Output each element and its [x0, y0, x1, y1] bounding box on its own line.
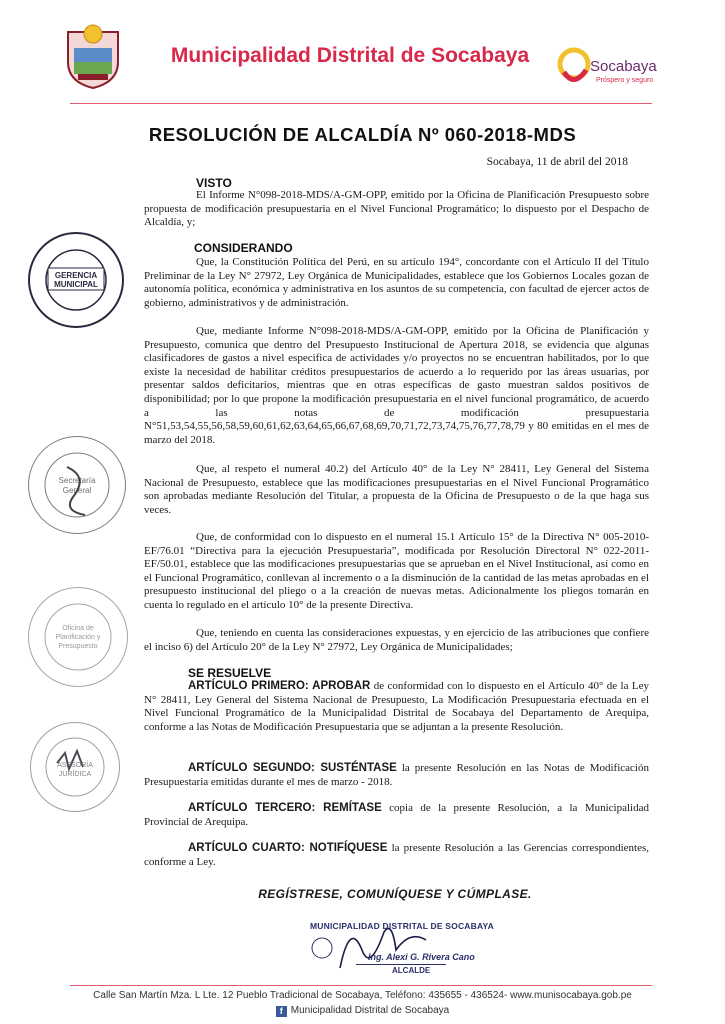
article-text: la presente Resolución en las Notas de Modificación Presupuestaria emitidas durante el mes de marzo - 2018.	[144, 762, 649, 788]
svg-text:GERENCIA: GERENCIA	[54, 271, 98, 280]
considerando-heading: CONSIDERANDO	[194, 241, 293, 255]
visto-paragraph: El Informe N°098-2018-MDS/A-GM-OPP, emitido por la Oficina de Planificación Presupuesto sobre propuesta de modificación presupuestaria en el Nivel Funcional Programático; lo dispuesto por el Despacho de Alcaldía, y;	[144, 189, 649, 229]
signature-line	[356, 964, 446, 965]
signature-organization: MUNICIPALIDAD DISTRITAL DE SOCABAYA	[310, 921, 494, 931]
footer-divider	[70, 985, 652, 986]
article-tercero	[144, 802, 649, 829]
closing-formula: REGÍSTRESE, COMUNÍQUESE Y CÚMPLASE.	[258, 887, 532, 901]
brand-name: Socabaya	[590, 58, 657, 75]
municipality-title: Municipalidad Distrital de Socabaya	[170, 44, 530, 67]
gerencia-municipal-seal	[28, 232, 124, 328]
article-text: la presente Resolución a las Gerencias correspondientes, conforme a Ley.	[144, 842, 650, 868]
svg-text:Oficina de: Oficina de	[62, 625, 94, 632]
considerando-paragraph: Que, la Constitución Política del Perú, en su artículo 194°, concordante con el Artículo II del Título Preliminar de la Ley N° 27972, Ley Orgánica de Municipalidades, establece que los Gobiernos Locales gozan de autonomía política, económica y administrativa en los asuntos de su competencia, con facultad de ejercer actos de gobierno, administrativos y de administración.	[144, 256, 649, 309]
article-text: copia de la presente Resolución, a la Municipalidad Provincial de Arequipa.	[144, 802, 649, 828]
brand-tagline: Próspero y seguro	[596, 77, 654, 84]
article-text: de conformidad con lo dispuesto en el Artículo 40° de la Ley N° 28411, Ley General del Sistema Nacional de Presupuesto, La Modificación Presupuestaria efectuada en el Nivel Funcional Programático de la Municipalidad Distrital de Socabaya del Departamento de Arequipa, conforme a las Notas de Modificación Presupuestaria que se adjuntan a la presente Resolución.	[144, 680, 649, 733]
considerando-paragraph: Que, de conformidad con lo dispuesto en el numeral 15.1 Artículo 15° de la Directiva N° 005-2010-EF/76.01 “Directiva para la ejecución Presupuestaria”, modificada por Resolución Directoral N° 022-2011-EF/50.01, establece que las modificaciones presupuestarias que se aprueban en el Nivel Institucional, así como en el Funcional Programático, conllevan al incremento o a la disminución de la cantidad de las metas aprobadas en el presupuesto institucional del pliego o a la creación de nuevas metas. Adicionalmente los pliegos tomarán en cuenta lo regulado en el artículo 10° de la presente Directiva.	[144, 531, 649, 611]
svg-text:ASESORÍA: ASESORÍA	[57, 762, 93, 769]
article-label: ARTÍCULO PRIMERO: APROBAR	[188, 680, 371, 692]
considerando-paragraph: Que, mediante Informe N°098-2018-MDS/A-GM-OPP, emitido por la Oficina de Planificación y Presupuesto, comunica que dentro del Presupuesto Institucional de Apertura 2018, se evidencia que algunas clasificadores de gastos a nivel especifica de actividades y/o proyectos no se encuentran habilitados, por lo que existe la necesidad de habilitar créditos presupuestarios de acuerdo a lo requerido por las áreas usuarias, por presentar saldos deficitarios, mientras que en otras específicas de gasto muestran saldos positivos de disponibilidad; por lo que propone la modificación presupuestaria en el nivel funcional programático, de acuerdo a las notas de modificación presupuestaria N°51,53,54,55,56,58,59,60,61,62,63,64,65,66,67,68,69,70,71,72,73,74,75,76,77,78,79 y 80 emitidas en el mes de marzo del 2018.	[144, 325, 649, 446]
article-segundo	[144, 762, 649, 789]
footer-address: Calle San Martín Mza. L Lte. 12 Pueblo Tradicional de Socabaya, Teléfono: 435655 - 436524- www.munisocabaya.gob.pe	[93, 990, 632, 1001]
resolution-date: Socabaya, 11 de abril del 2018	[486, 156, 628, 168]
considerando-paragraph: Que, teniendo en cuenta las consideraciones expuestas, y en ejercicio de las atribuciones que confiere el inciso 6) del Artículo 20° de la Ley N° 27972, Ley Orgánica de Municipalidades;	[144, 627, 649, 653]
resuelve-heading: SE RESUELVE	[188, 666, 272, 680]
article-label: ARTÍCULO SEGUNDO: SUSTÉNTASE	[188, 762, 397, 774]
svg-text:Planificación y: Planificación y	[55, 634, 101, 641]
signature-role: ALCALDE	[392, 966, 431, 975]
considerando-paragraph: Que, al respeto el numeral 40.2) del Artículo 40° de la Ley N° 28411, Ley General del Sistema Nacional de Presupuesto, establece que las modificaciones presupuestarias en el Nivel Funcional Programático son aprobadas mediante Resolución del Titular, a propuesta de la Oficina de Presupuesto o de la que haga sus veces.	[144, 463, 649, 516]
article-primero	[144, 680, 649, 734]
article-cuarto	[144, 842, 649, 869]
svg-text:General: General	[62, 486, 92, 495]
article-label: ARTÍCULO TERCERO: REMÍTASE	[188, 802, 382, 814]
municipal-crest-logo	[64, 22, 122, 90]
header-divider	[70, 103, 652, 104]
planificacion-presupuesto-seal	[28, 587, 128, 687]
asesoria-juridica-seal	[30, 722, 120, 812]
svg-text:Secretaría: Secretaría	[58, 476, 96, 485]
svg-text:JURÍDICA: JURÍDICA	[58, 771, 92, 778]
facebook-label: Municipalidad Distrital de Socabaya	[290, 1005, 450, 1016]
secretaria-general-seal	[28, 436, 126, 534]
signature-name: Ing. Alexi G. Rivera Cano	[368, 952, 475, 962]
article-label: ARTÍCULO CUARTO: NOTIFÍQUESE	[188, 842, 388, 854]
visto-heading: VISTO	[196, 176, 232, 190]
footer-facebook	[0, 1005, 725, 1017]
svg-text:MUNICIPAL: MUNICIPAL	[54, 280, 98, 289]
facebook-icon: f	[276, 1006, 287, 1017]
svg-text:Presupuesto: Presupuesto	[58, 643, 98, 650]
resolution-title: RESOLUCIÓN DE ALCALDÍA Nº 060-2018-MDS	[148, 124, 577, 145]
